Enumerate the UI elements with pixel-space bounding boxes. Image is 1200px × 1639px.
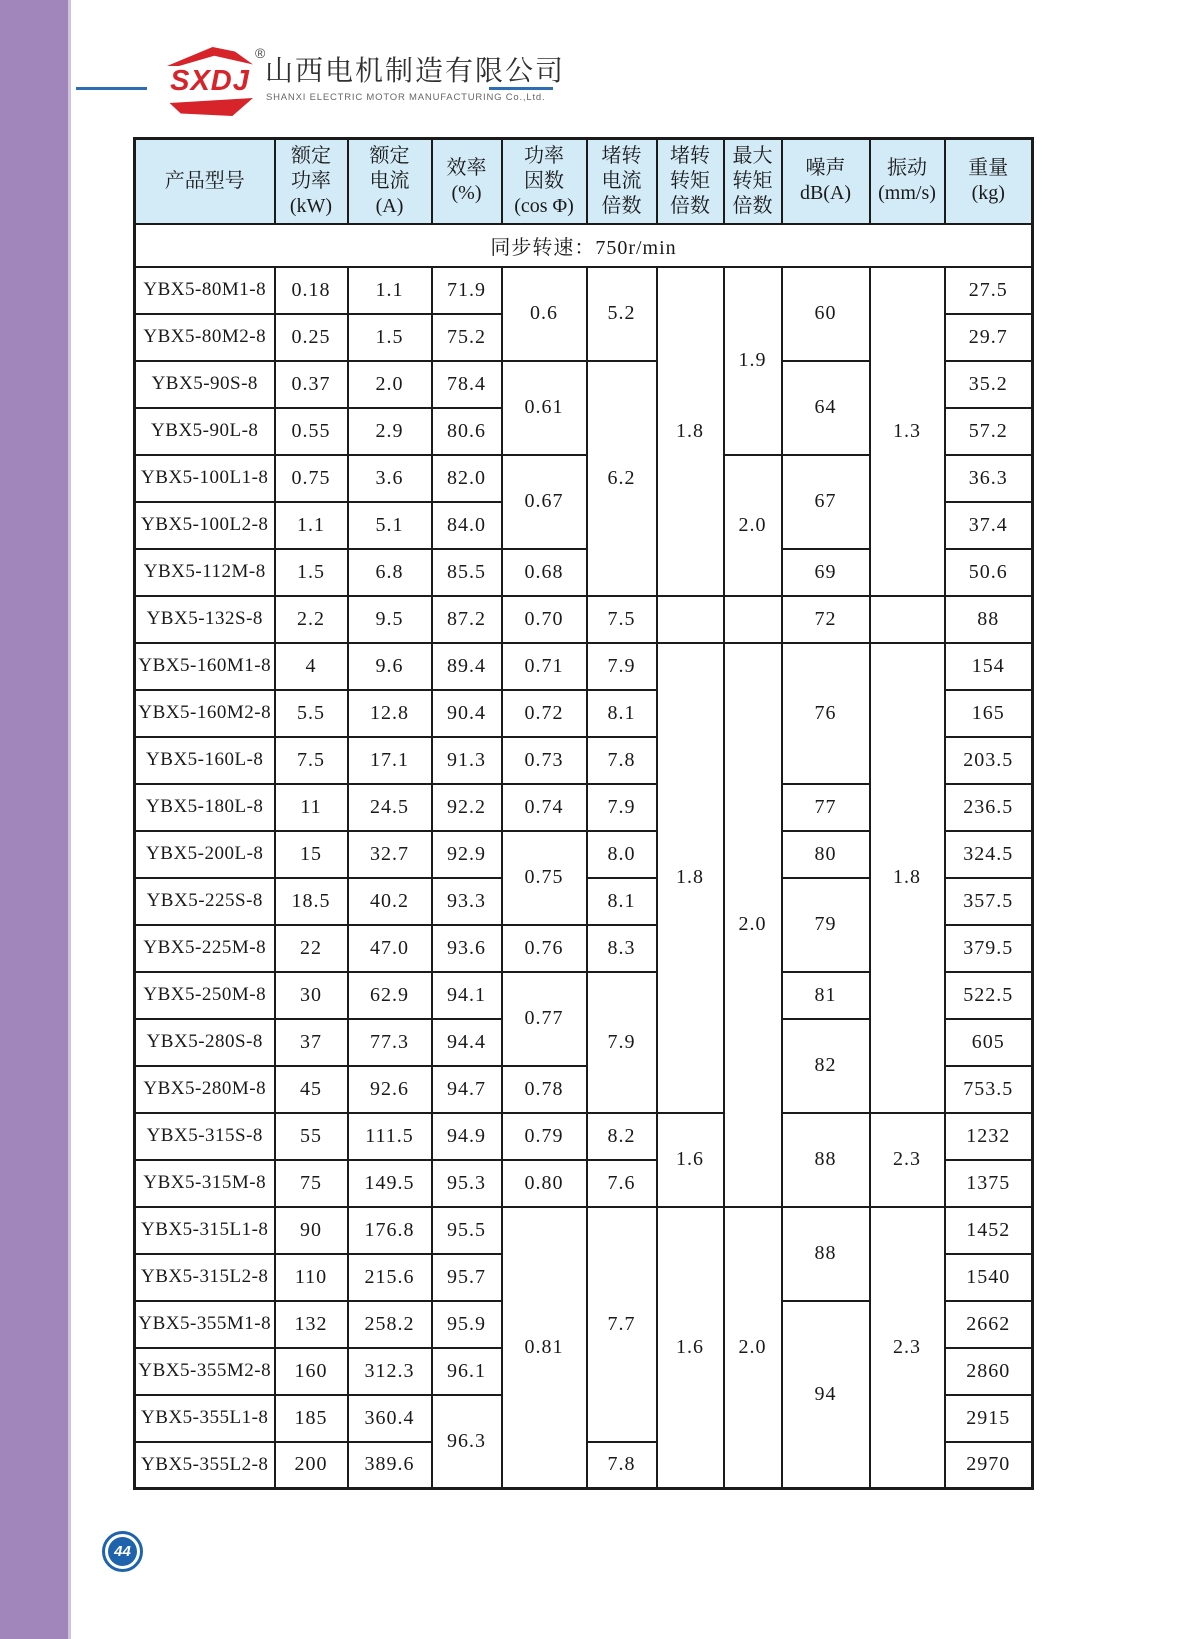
table-cell: 154 — [945, 643, 1033, 690]
registered-trademark-icon: ® — [255, 45, 266, 61]
table-cell: 69 — [782, 549, 870, 596]
model-cell: YBX5-160M1-8 — [135, 643, 275, 690]
table-row-0 — [135, 267, 1033, 314]
table-cell: 60 — [782, 267, 870, 361]
table-cell: 7.9 — [587, 972, 657, 1113]
table-cell: 7.7 — [587, 1207, 657, 1442]
table-cell: 1540 — [945, 1254, 1033, 1301]
column-header-9: 振动 (mm/s) — [870, 139, 945, 224]
logo-base-shape — [167, 98, 253, 116]
model-cell: YBX5-112M-8 — [135, 549, 275, 596]
table-cell: 0.68 — [502, 549, 587, 596]
table-cell: 258.2 — [348, 1301, 432, 1348]
table-cell: 1232 — [945, 1113, 1033, 1160]
logo-text: SXDJ — [170, 65, 250, 97]
model-cell: YBX5-100L1-8 — [135, 455, 275, 502]
model-cell: YBX5-90L-8 — [135, 408, 275, 455]
table-cell: 4 — [275, 643, 348, 690]
table-cell: 111.5 — [348, 1113, 432, 1160]
table-cell: 1.5 — [275, 549, 348, 596]
column-header-7: 最大 转矩 倍数 — [724, 139, 782, 224]
table-cell: 360.4 — [348, 1395, 432, 1442]
table-cell: 47.0 — [348, 925, 432, 972]
table-cell: 22 — [275, 925, 348, 972]
model-cell: YBX5-280M-8 — [135, 1066, 275, 1113]
table-cell: 92.6 — [348, 1066, 432, 1113]
table-cell: 11 — [275, 784, 348, 831]
table-cell: 87.2 — [432, 596, 502, 643]
table-cell: 5.1 — [348, 502, 432, 549]
model-cell: YBX5-80M1-8 — [135, 267, 275, 314]
table-cell: 62.9 — [348, 972, 432, 1019]
table-cell: 2860 — [945, 1348, 1033, 1395]
table-cell: 110 — [275, 1254, 348, 1301]
model-cell: YBX5-90S-8 — [135, 361, 275, 408]
table-cell: 77.3 — [348, 1019, 432, 1066]
table-cell: 1.6 — [657, 1207, 724, 1489]
sidebar-stripe — [0, 0, 71, 1639]
table-cell: 85.5 — [432, 549, 502, 596]
table-cell: 2.2 — [275, 596, 348, 643]
column-header-0: 产品型号 — [135, 139, 275, 224]
table-cell: 93.3 — [432, 878, 502, 925]
table-cell — [724, 596, 782, 643]
model-cell: YBX5-160L-8 — [135, 737, 275, 784]
table-cell: 379.5 — [945, 925, 1033, 972]
table-cell: 80 — [782, 831, 870, 878]
table-cell: 176.8 — [348, 1207, 432, 1254]
model-cell: YBX5-355L2-8 — [135, 1442, 275, 1489]
table-cell: 0.6 — [502, 267, 587, 361]
column-header-6: 堵转 转矩 倍数 — [657, 139, 724, 224]
table-cell: 93.6 — [432, 925, 502, 972]
table-cell: 0.79 — [502, 1113, 587, 1160]
table-cell: 6.8 — [348, 549, 432, 596]
table-cell: 96.3 — [432, 1395, 502, 1489]
table-cell: 96.1 — [432, 1348, 502, 1395]
table-cell: 92.9 — [432, 831, 502, 878]
table-cell: 90.4 — [432, 690, 502, 737]
company-name-cn: 山西电机制造有限公司 — [265, 54, 566, 87]
table-cell: 57.2 — [945, 408, 1033, 455]
column-header-3: 效率 (%) — [432, 139, 502, 224]
table-cell: 1.6 — [657, 1113, 724, 1207]
table-cell: 165 — [945, 690, 1033, 737]
table-row-18 — [135, 1113, 1033, 1160]
table-cell: 84.0 — [432, 502, 502, 549]
table-cell: 0.77 — [502, 972, 587, 1066]
table-cell: 0.76 — [502, 925, 587, 972]
table-cell: 72 — [782, 596, 870, 643]
table-cell: 0.18 — [275, 267, 348, 314]
model-cell: YBX5-80M2-8 — [135, 314, 275, 361]
table-cell: 45 — [275, 1066, 348, 1113]
table-cell: 0.55 — [275, 408, 348, 455]
table-cell: 7.8 — [587, 737, 657, 784]
table-cell — [870, 596, 945, 643]
column-header-4: 功率 因数 (cos Φ) — [502, 139, 587, 224]
table-cell: 1452 — [945, 1207, 1033, 1254]
table-cell: 94.9 — [432, 1113, 502, 1160]
table-cell: 0.75 — [502, 831, 587, 925]
model-cell: YBX5-100L2-8 — [135, 502, 275, 549]
table-cell: 1.8 — [657, 267, 724, 596]
table-cell: 0.67 — [502, 455, 587, 549]
table-cell: 2.0 — [724, 643, 782, 1207]
table-cell: 753.5 — [945, 1066, 1033, 1113]
table-cell: 55 — [275, 1113, 348, 1160]
column-header-10: 重量 (kg) — [945, 139, 1033, 224]
logo-roof-shape — [167, 47, 253, 66]
table-cell: 132 — [275, 1301, 348, 1348]
table-cell: 2.3 — [870, 1113, 945, 1207]
table-cell: 95.3 — [432, 1160, 502, 1207]
table-cell: 79 — [782, 878, 870, 972]
table-cell: 6.2 — [587, 361, 657, 596]
table-cell: 0.73 — [502, 737, 587, 784]
table-cell: 389.6 — [348, 1442, 432, 1489]
model-cell: YBX5-315S-8 — [135, 1113, 275, 1160]
table-cell: 149.5 — [348, 1160, 432, 1207]
table-cell: 203.5 — [945, 737, 1033, 784]
table-cell: 1.1 — [348, 267, 432, 314]
model-cell: YBX5-132S-8 — [135, 596, 275, 643]
table-cell: 50.6 — [945, 549, 1033, 596]
table-row-7 — [135, 596, 1033, 643]
model-cell: YBX5-315L2-8 — [135, 1254, 275, 1301]
table-cell: 8.1 — [587, 878, 657, 925]
table-cell: 88 — [782, 1113, 870, 1207]
table-cell: 5.2 — [587, 267, 657, 361]
table-cell: 77 — [782, 784, 870, 831]
table-cell: 75.2 — [432, 314, 502, 361]
company-logo — [167, 47, 253, 125]
table-cell: 94.7 — [432, 1066, 502, 1113]
table-cell: 2662 — [945, 1301, 1033, 1348]
table-cell: 1.1 — [275, 502, 348, 549]
table-cell: 0.75 — [275, 455, 348, 502]
table-cell: 2.9 — [348, 408, 432, 455]
model-cell: YBX5-200L-8 — [135, 831, 275, 878]
table-cell: 2.0 — [724, 455, 782, 596]
model-cell: YBX5-180L-8 — [135, 784, 275, 831]
table-cell: 71.9 — [432, 267, 502, 314]
table-cell: 2970 — [945, 1442, 1033, 1489]
model-cell: YBX5-250M-8 — [135, 972, 275, 1019]
table-cell: 7.9 — [587, 784, 657, 831]
table-cell: 36.3 — [945, 455, 1033, 502]
table-cell: 64 — [782, 361, 870, 455]
model-cell: YBX5-280S-8 — [135, 1019, 275, 1066]
page-number: 44 — [114, 1543, 131, 1560]
table-cell: 185 — [275, 1395, 348, 1442]
table-cell: 0.74 — [502, 784, 587, 831]
table-cell: 88 — [945, 596, 1033, 643]
table-cell: 37 — [275, 1019, 348, 1066]
table-cell: 1.9 — [724, 267, 782, 455]
table-cell: 0.78 — [502, 1066, 587, 1113]
table-cell: 0.70 — [502, 596, 587, 643]
table-cell: 8.2 — [587, 1113, 657, 1160]
table-cell: 7.6 — [587, 1160, 657, 1207]
table-cell: 312.3 — [348, 1348, 432, 1395]
table-cell: 1375 — [945, 1160, 1033, 1207]
table-cell: 3.6 — [348, 455, 432, 502]
table-cell: 27.5 — [945, 267, 1033, 314]
page-number-circle — [108, 1537, 137, 1566]
model-cell: YBX5-225S-8 — [135, 878, 275, 925]
column-header-2: 额定 电流 (A) — [348, 139, 432, 224]
table-cell: 80.6 — [432, 408, 502, 455]
column-header-1: 额定 功率 (kW) — [275, 139, 348, 224]
table-cell: 89.4 — [432, 643, 502, 690]
table-cell: 94.4 — [432, 1019, 502, 1066]
table-cell: 605 — [945, 1019, 1033, 1066]
table-cell: 8.3 — [587, 925, 657, 972]
table-cell: 92.2 — [432, 784, 502, 831]
table-cell: 75 — [275, 1160, 348, 1207]
table-cell: 522.5 — [945, 972, 1033, 1019]
table-cell: 0.25 — [275, 314, 348, 361]
table-cell: 2.0 — [724, 1207, 782, 1489]
table-cell: 94.1 — [432, 972, 502, 1019]
table-cell: 29.7 — [945, 314, 1033, 361]
header-rule-left — [76, 87, 147, 90]
table-cell: 357.5 — [945, 878, 1033, 925]
table-cell: 160 — [275, 1348, 348, 1395]
table-cell: 82.0 — [432, 455, 502, 502]
model-cell: YBX5-225M-8 — [135, 925, 275, 972]
table-cell: 8.0 — [587, 831, 657, 878]
table-cell: 90 — [275, 1207, 348, 1254]
table-cell: 91.3 — [432, 737, 502, 784]
table-cell: 0.71 — [502, 643, 587, 690]
table-cell: 236.5 — [945, 784, 1033, 831]
table-cell: 88 — [782, 1207, 870, 1301]
table-cell: 7.9 — [587, 643, 657, 690]
table-cell: 7.5 — [275, 737, 348, 784]
table-cell: 30 — [275, 972, 348, 1019]
table-cell: 2.0 — [348, 361, 432, 408]
table-cell: 18.5 — [275, 878, 348, 925]
table-cell: 0.80 — [502, 1160, 587, 1207]
column-header-8: 噪声 dB(A) — [782, 139, 870, 224]
table-cell: 94 — [782, 1301, 870, 1489]
synchronous-speed-subheader: 同步转速：750r/min — [135, 224, 1033, 267]
table-cell: 0.61 — [502, 361, 587, 455]
column-header-5: 堵转 电流 倍数 — [587, 139, 657, 224]
model-cell: YBX5-315L1-8 — [135, 1207, 275, 1254]
table-cell: 15 — [275, 831, 348, 878]
table-cell — [657, 596, 724, 643]
table-cell: 7.5 — [587, 596, 657, 643]
table-cell: 200 — [275, 1442, 348, 1489]
table-cell: 9.6 — [348, 643, 432, 690]
table-cell: 1.5 — [348, 314, 432, 361]
table-cell: 1.8 — [870, 643, 945, 1113]
table-cell: 2.3 — [870, 1207, 945, 1489]
table-cell: 9.5 — [348, 596, 432, 643]
table-cell: 0.72 — [502, 690, 587, 737]
model-cell: YBX5-355M2-8 — [135, 1348, 275, 1395]
table-cell: 95.7 — [432, 1254, 502, 1301]
table-row-8 — [135, 643, 1033, 690]
table-cell: 32.7 — [348, 831, 432, 878]
table-cell: 2915 — [945, 1395, 1033, 1442]
table-cell: 95.9 — [432, 1301, 502, 1348]
table-cell: 0.81 — [502, 1207, 587, 1489]
header-rule-right — [489, 87, 553, 90]
table-cell: 1.3 — [870, 267, 945, 596]
table-cell: 17.1 — [348, 737, 432, 784]
table-cell: 1.8 — [657, 643, 724, 1113]
table-cell: 76 — [782, 643, 870, 784]
table-cell: 7.8 — [587, 1442, 657, 1489]
table-cell: 12.8 — [348, 690, 432, 737]
table-row-20 — [135, 1207, 1033, 1254]
model-cell: YBX5-160M2-8 — [135, 690, 275, 737]
spec-table — [133, 137, 1034, 1490]
table-cell: 8.1 — [587, 690, 657, 737]
table-cell: 95.5 — [432, 1207, 502, 1254]
table-cell: 215.6 — [348, 1254, 432, 1301]
page-number-badge — [102, 1531, 143, 1572]
table-cell: 5.5 — [275, 690, 348, 737]
table-cell: 37.4 — [945, 502, 1033, 549]
table-cell: 40.2 — [348, 878, 432, 925]
table-cell: 67 — [782, 455, 870, 549]
model-cell: YBX5-355M1-8 — [135, 1301, 275, 1348]
table-cell: 81 — [782, 972, 870, 1019]
table-cell: 78.4 — [432, 361, 502, 408]
table-cell: 35.2 — [945, 361, 1033, 408]
model-cell: YBX5-315M-8 — [135, 1160, 275, 1207]
table-cell: 0.37 — [275, 361, 348, 408]
model-cell: YBX5-355L1-8 — [135, 1395, 275, 1442]
company-name-en: SHANXI ELECTRIC MOTOR MANUFACTURING Co.,Ltd. — [266, 92, 546, 103]
table-cell: 24.5 — [348, 784, 432, 831]
table-cell: 324.5 — [945, 831, 1033, 878]
table-cell: 82 — [782, 1019, 870, 1113]
